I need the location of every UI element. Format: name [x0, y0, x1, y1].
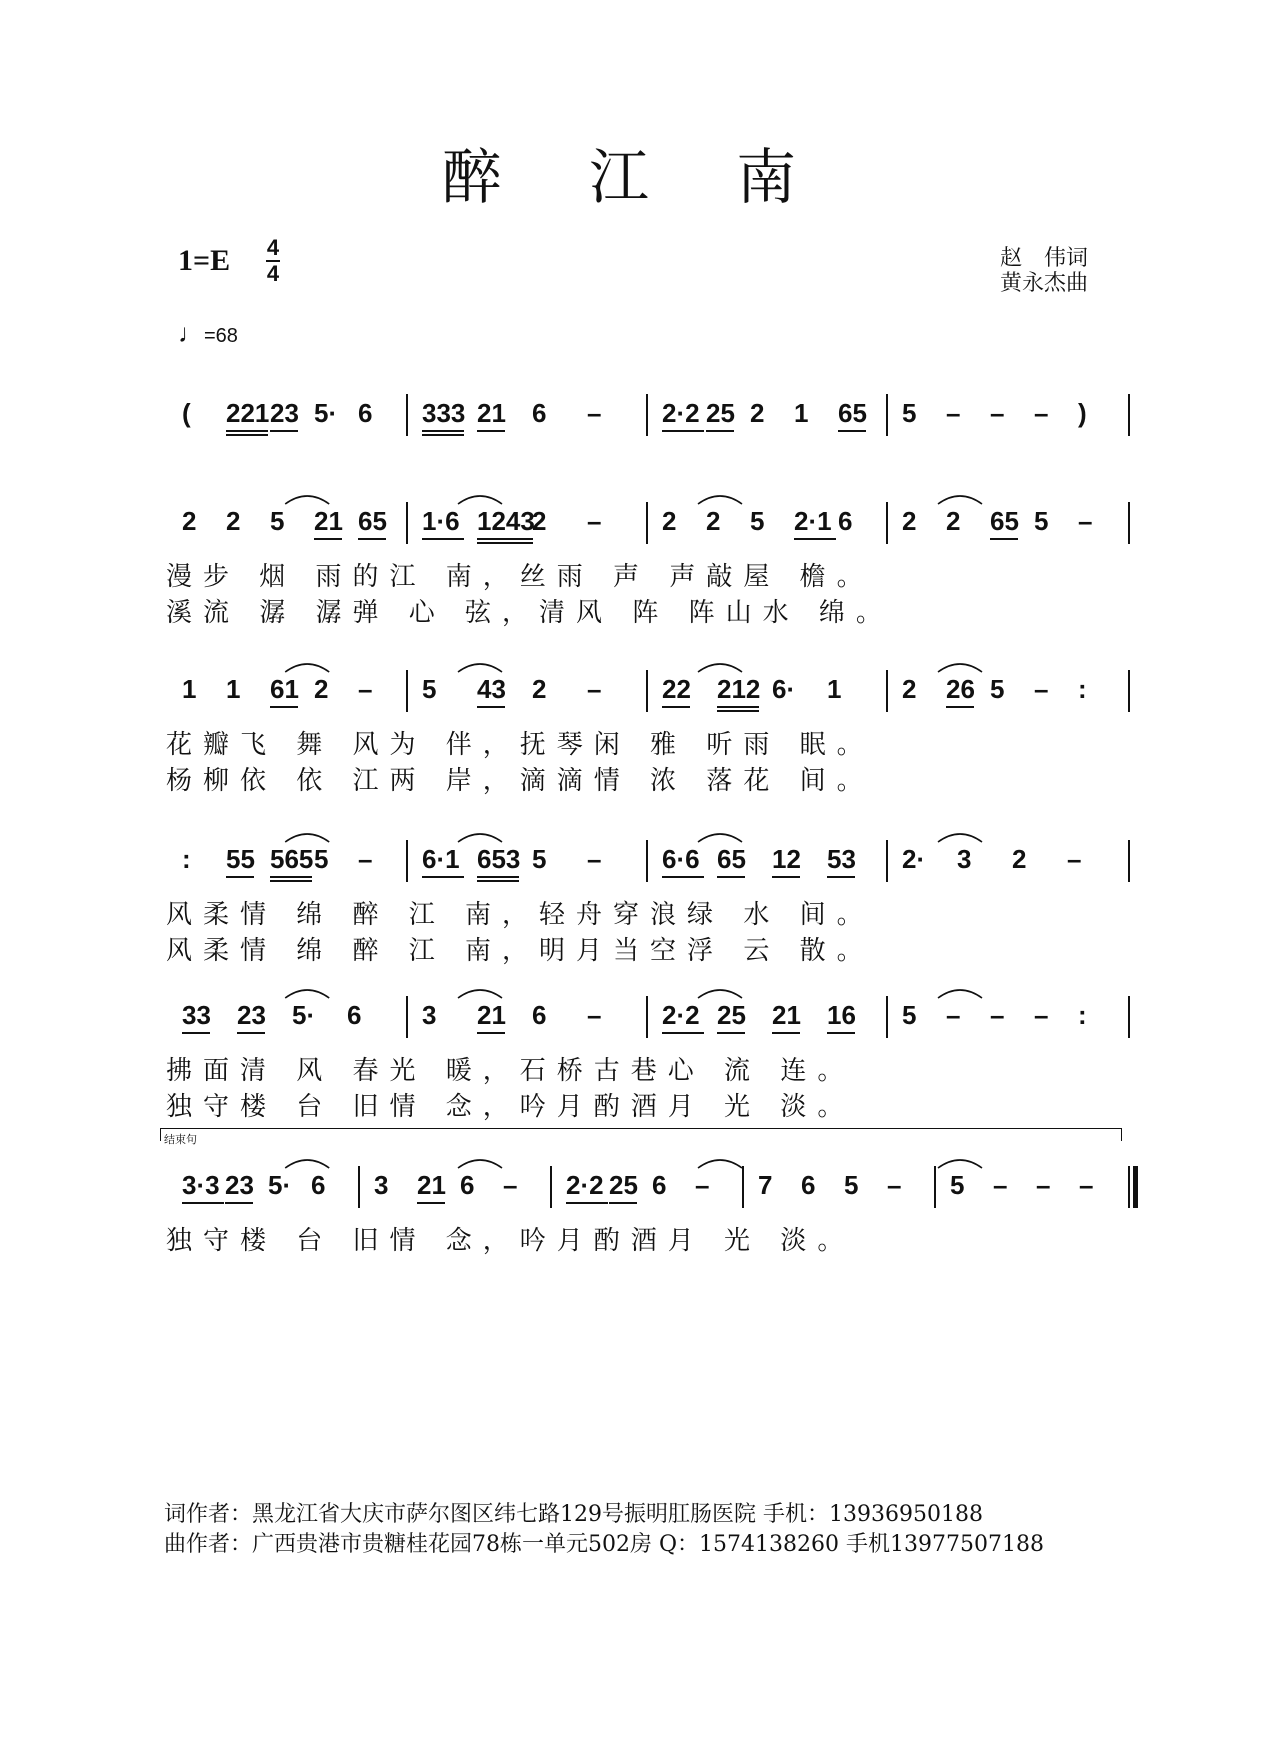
lyric-line-1: 花瓣飞 舞 风为 伴，抚琴闲 雅 听雨 眠。: [166, 730, 874, 760]
slur-mark: [285, 1160, 329, 1168]
slur-mark: [285, 834, 329, 842]
beam-line: [270, 706, 298, 708]
lyric-line-1: 拂面清 风 春光 暖，石桥古巷心 流 连。: [166, 1056, 855, 1086]
note-token: 5·: [314, 398, 338, 428]
beam-line: [609, 1202, 637, 1204]
quarter-note-icon: ♩: [178, 318, 204, 348]
slur-mark: [938, 834, 982, 842]
note-token: –: [587, 1000, 602, 1030]
slur-mark: [285, 496, 329, 504]
note-token: 5: [950, 1170, 965, 1200]
note-token: 2: [226, 506, 241, 536]
note-token: 6·6: [662, 844, 700, 874]
beam-line: [237, 1032, 265, 1034]
slur-mark: [698, 834, 742, 842]
slur-mark: [458, 834, 502, 842]
beam-line: [662, 876, 704, 878]
beam-line: [477, 880, 519, 882]
note-token: 3: [374, 1170, 389, 1200]
note-token: 65: [990, 506, 1019, 536]
lyric-line-1: 风柔情 绵 醉 江 南，轻舟穿浪绿 水 间。: [166, 900, 874, 930]
note-token: –: [503, 1170, 518, 1200]
beam-line: [717, 876, 745, 878]
note-token: 25: [706, 398, 735, 428]
meter-denominator: 4: [266, 261, 280, 286]
note-token: 212: [717, 674, 761, 704]
note-token: 21: [417, 1170, 446, 1200]
note-token: 565: [270, 844, 314, 874]
note-token: 6: [652, 1170, 667, 1200]
note-token: 2: [750, 398, 765, 428]
note-token: 2·1: [794, 506, 832, 536]
beam-line: [717, 706, 759, 708]
note-token: 5: [1034, 506, 1049, 536]
barline: [1128, 502, 1130, 544]
beam-line: [422, 430, 464, 432]
ending-bracket: [160, 1128, 1122, 1141]
slur-mark: [938, 1160, 982, 1168]
lyric-line-1: 独守楼 台 旧情 念，吟月酌酒月 光 淡。: [166, 1226, 855, 1256]
note-token: 5·: [268, 1170, 292, 1200]
barline: [646, 996, 648, 1038]
note-token: 1: [827, 674, 842, 704]
beam-line: [182, 1202, 224, 1204]
beam-line: [772, 1032, 800, 1034]
beam-line: [662, 706, 690, 708]
note-token: –: [990, 1000, 1005, 1030]
beam-line: [662, 1032, 704, 1034]
credits: [1000, 246, 1088, 296]
beam-line: [706, 430, 734, 432]
beam-line: [946, 706, 974, 708]
note-token: 1243: [477, 506, 535, 536]
note-token: 5: [902, 398, 917, 428]
note-token: –: [358, 674, 373, 704]
note-token: 5: [532, 844, 547, 874]
note-token: 65: [358, 506, 387, 536]
lyric-line-2: 溪流 潺 潺弹 心 弦，清风 阵 阵山水 绵。: [166, 598, 893, 628]
beam-line: [182, 1032, 210, 1034]
note-token: 653: [477, 844, 521, 874]
note-token: 5: [270, 506, 285, 536]
beam-line: [662, 430, 704, 432]
note-token: –: [990, 398, 1005, 428]
beam-line: [477, 538, 533, 540]
note-token: 2: [532, 674, 547, 704]
note-token: 6: [532, 398, 547, 428]
note-token: 21: [477, 398, 506, 428]
beam-line: [717, 1032, 745, 1034]
time-signature: [266, 237, 280, 285]
note-token: 65: [838, 398, 867, 428]
beam-line: [827, 876, 855, 878]
note-token: ): [1078, 398, 1087, 428]
note-token: 43: [477, 674, 506, 704]
note-token: 21: [477, 1000, 506, 1030]
note-token: 1: [794, 398, 809, 428]
barline: [646, 670, 648, 712]
note-token: –: [358, 844, 373, 874]
beam-line: [314, 538, 342, 540]
note-token: 23: [225, 1170, 254, 1200]
slur-mark: [458, 664, 502, 672]
note-token: 6: [460, 1170, 475, 1200]
barline: [742, 1166, 744, 1208]
note-token: :: [1078, 1000, 1087, 1030]
note-token: :: [182, 844, 191, 874]
tempo-value: =68: [204, 325, 238, 347]
beam-line: [772, 876, 800, 878]
barline: [1128, 670, 1130, 712]
note-token: 3·3: [182, 1170, 220, 1200]
ending-label: 结束句: [164, 1133, 197, 1146]
note-token: 333: [422, 398, 466, 428]
beam-line: [226, 876, 254, 878]
note-token: 55: [226, 844, 255, 874]
note-token: 5: [902, 1000, 917, 1030]
note-token: 6·1: [422, 844, 460, 874]
barline: [646, 502, 648, 544]
note-token: –: [587, 398, 602, 428]
note-token: 23: [237, 1000, 266, 1030]
note-token: 2: [706, 506, 721, 536]
tempo-marking: [178, 318, 238, 349]
barline: [646, 394, 648, 436]
note-token: 33: [182, 1000, 211, 1030]
slur-mark: [938, 664, 982, 672]
note-token: –: [587, 844, 602, 874]
barline: [1128, 394, 1130, 436]
note-token: 12: [772, 844, 801, 874]
beam-line: [566, 1202, 608, 1204]
note-token: 23: [270, 398, 299, 428]
barline: [886, 840, 888, 882]
slur-mark: [285, 990, 329, 998]
note-token: –: [1067, 844, 1082, 874]
barline: [886, 996, 888, 1038]
slur-mark: [698, 496, 742, 504]
barline: [1128, 840, 1130, 882]
note-token: 1: [182, 674, 197, 704]
note-token: 2: [902, 674, 917, 704]
final-barline: [1128, 1166, 1138, 1208]
beam-line: [226, 434, 268, 436]
barline: [550, 1166, 552, 1208]
note-token: 5·: [292, 1000, 316, 1030]
key-signature: 1=E: [178, 244, 231, 277]
note-token: (: [182, 398, 191, 428]
slur-mark: [698, 1160, 742, 1168]
note-token: 6: [358, 398, 373, 428]
barline: [886, 502, 888, 544]
beam-line: [226, 430, 268, 432]
note-token: 6: [838, 506, 853, 536]
note-token: 3: [957, 844, 972, 874]
beam-line: [270, 880, 312, 882]
beam-line: [358, 538, 386, 540]
song-title: 醉 江 南: [441, 143, 831, 213]
barline: [406, 840, 408, 882]
note-token: –: [1034, 674, 1049, 704]
note-token: –: [887, 1170, 902, 1200]
note-token: 5: [422, 674, 437, 704]
beam-line: [225, 1202, 253, 1204]
beam-line: [417, 1202, 445, 1204]
beam-line: [477, 706, 505, 708]
note-token: 2: [1012, 844, 1027, 874]
slur-mark: [285, 664, 329, 672]
barline: [646, 840, 648, 882]
barline: [1128, 996, 1130, 1038]
barline: [406, 996, 408, 1038]
slur-mark: [698, 990, 742, 998]
note-token: –: [1078, 506, 1093, 536]
note-token: –: [1034, 1000, 1049, 1030]
note-token: 21: [772, 1000, 801, 1030]
beam-line: [477, 430, 505, 432]
note-token: 2·2: [662, 1000, 700, 1030]
beam-line: [477, 1032, 505, 1034]
note-token: 2·2: [662, 398, 700, 428]
note-token: 53: [827, 844, 856, 874]
note-token: 21: [314, 506, 343, 536]
note-token: –: [993, 1170, 1008, 1200]
note-token: –: [1034, 398, 1049, 428]
note-token: –: [1079, 1170, 1094, 1200]
slur-mark: [458, 990, 502, 998]
note-token: 6·: [772, 674, 796, 704]
note-token: 7: [758, 1170, 773, 1200]
note-token: 2: [314, 674, 329, 704]
note-token: –: [946, 1000, 961, 1030]
note-token: 6: [311, 1170, 326, 1200]
beam-line: [477, 542, 533, 544]
barline: [406, 502, 408, 544]
note-token: 6: [532, 1000, 547, 1030]
note-token: 2: [182, 506, 197, 536]
footer: [164, 1500, 1044, 1560]
note-token: 3: [422, 1000, 437, 1030]
note-token: 1: [226, 674, 241, 704]
note-token: 2·: [902, 844, 926, 874]
note-token: 221: [226, 398, 270, 428]
note-token: 26: [946, 674, 975, 704]
note-token: 2: [662, 506, 677, 536]
note-token: 5: [314, 844, 329, 874]
note-token: –: [946, 398, 961, 428]
note-token: –: [587, 674, 602, 704]
lyricist: 赵 伟词: [1000, 246, 1089, 271]
beam-line: [794, 538, 836, 540]
note-token: 5: [750, 506, 765, 536]
note-token: 25: [609, 1170, 638, 1200]
beam-line: [827, 1032, 855, 1034]
note-token: 25: [717, 1000, 746, 1030]
note-token: 2: [902, 506, 917, 536]
barline: [358, 1166, 360, 1208]
note-token: 2: [532, 506, 547, 536]
barline: [934, 1166, 936, 1208]
lyric-line-2: 独守楼 台 旧情 念，吟月酌酒月 光 淡。: [166, 1092, 855, 1122]
lyric-line-2: 杨柳依 依 江两 岸，滴滴情 浓 落花 间。: [166, 766, 874, 796]
beam-line: [422, 434, 464, 436]
meter-numerator: 4: [266, 235, 280, 260]
note-token: 5: [844, 1170, 859, 1200]
note-token: 22: [662, 674, 691, 704]
barline: [406, 394, 408, 436]
note-token: 2·2: [566, 1170, 604, 1200]
slur-mark: [938, 990, 982, 998]
note-token: –: [587, 506, 602, 536]
footer-lyricist-contact: 词作者：黑龙江省大庆市萨尔图区纬七路129号振明肛肠医院 手机：13936950188: [164, 1502, 983, 1527]
slur-mark: [458, 496, 502, 504]
note-token: 1·6: [422, 506, 460, 536]
note-token: 16: [827, 1000, 856, 1030]
beam-line: [270, 876, 312, 878]
barline: [406, 670, 408, 712]
slur-mark: [458, 1160, 502, 1168]
beam-line: [422, 538, 464, 540]
note-token: 61: [270, 674, 299, 704]
slur-mark: [698, 664, 742, 672]
note-token: 6: [801, 1170, 816, 1200]
note-token: 6: [347, 1000, 362, 1030]
barline: [886, 394, 888, 436]
note-token: 5: [990, 674, 1005, 704]
beam-line: [270, 430, 298, 432]
beam-line: [990, 538, 1018, 540]
note-token: :: [1078, 674, 1087, 704]
beam-line: [838, 430, 866, 432]
note-token: –: [695, 1170, 710, 1200]
beam-line: [422, 876, 464, 878]
lyric-line-2: 风柔情 绵 醉 江 南，明月当空浮 云 散。: [166, 936, 874, 966]
lyric-line-1: 漫步 烟 雨的江 南，丝雨 声 声敲屋 檐。: [166, 562, 874, 592]
note-token: 2: [946, 506, 961, 536]
beam-line: [477, 876, 519, 878]
note-token: –: [1036, 1170, 1051, 1200]
footer-composer-contact: 曲作者：广西贵港市贵糖桂花园78栋一单元502房 Q：1574138260 手机13977507188: [164, 1532, 1044, 1557]
note-token: 65: [717, 844, 746, 874]
slur-mark: [938, 496, 982, 504]
composer: 黄永杰曲: [1000, 271, 1089, 296]
barline: [886, 670, 888, 712]
beam-line: [717, 710, 759, 712]
